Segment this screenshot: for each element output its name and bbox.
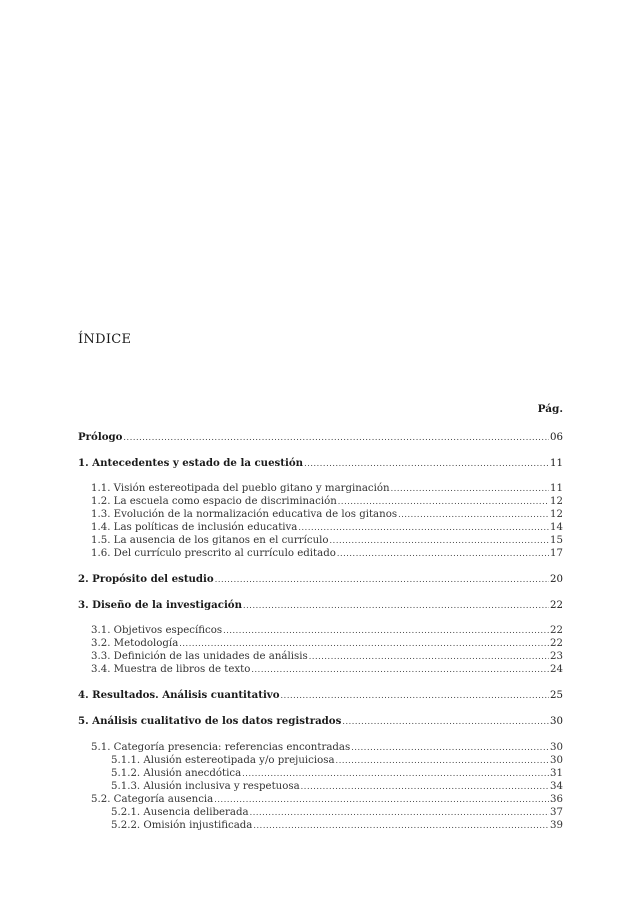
leader-dots — [330, 534, 550, 547]
toc-entry-page: 12 — [550, 509, 563, 520]
toc-entry-label: 4. Resultados. Análisis cuantitativo — [78, 689, 280, 701]
toc-entry-page: 30 — [550, 742, 563, 753]
leader-dots — [214, 793, 549, 806]
toc-entry-label: 1.3. Evolución de la normalización educativa de los gitanos — [91, 509, 398, 520]
page-column-label: Pág. — [537, 403, 563, 415]
toc-entry-1-3[interactable] — [91, 508, 563, 521]
toc-entry-5-2-2[interactable] — [111, 819, 563, 832]
toc-entry-label: 1.4. Las políticas de inclusión educativa — [91, 522, 298, 533]
toc-entry-label: 2. Propósito del estudio — [78, 573, 214, 585]
toc-entry-label: 3.2. Metodología — [91, 638, 179, 649]
leader-dots — [281, 689, 550, 702]
leader-dots — [336, 754, 549, 767]
toc-entry-section-1[interactable] — [78, 457, 563, 470]
toc-entry-page: 34 — [550, 781, 563, 792]
toc-entry-page: 20 — [550, 574, 563, 585]
toc-entry-5-1-1[interactable] — [111, 754, 563, 767]
leader-dots — [223, 624, 549, 637]
toc-entry-label: 5.1.3. Alusión inclusiva y respetuosa — [111, 781, 300, 792]
toc-entry-label: 5.1.2. Alusión anecdótica — [111, 768, 242, 779]
toc-entry-page: 24 — [550, 664, 563, 675]
leader-dots — [304, 457, 549, 470]
toc-entry-1-2[interactable] — [91, 495, 563, 508]
toc-entry-prologo[interactable] — [78, 431, 563, 444]
leader-dots — [391, 482, 549, 495]
toc-entry-label: Prólogo — [78, 431, 123, 443]
toc-entry-section-3[interactable] — [78, 599, 563, 612]
toc-entry-section-5[interactable] — [78, 715, 563, 728]
toc-entry-label: 5.2.1. Ausencia deliberada — [111, 807, 249, 818]
toc-entry-1-4[interactable] — [91, 521, 563, 534]
toc-entry-label: 5.1. Categoría presencia: referencias encontradas — [91, 742, 351, 753]
toc-entry-1-5[interactable] — [91, 534, 563, 547]
toc-entry-page: 36 — [550, 794, 563, 805]
toc-entry-page: 30 — [550, 716, 563, 727]
toc-entry-page: 14 — [550, 522, 563, 533]
toc-entry-page: 12 — [550, 496, 563, 507]
toc-entry-3-2[interactable] — [91, 637, 563, 650]
toc-entry-3-4[interactable] — [91, 663, 563, 676]
toc-entry-1-1[interactable] — [91, 482, 563, 495]
toc-entry-page: 31 — [550, 768, 563, 779]
toc-entry-label: 3.4. Muestra de libros de texto — [91, 664, 251, 675]
toc-entry-section-2[interactable] — [78, 573, 563, 586]
leader-dots — [243, 599, 549, 612]
toc-entry-label: 1.1. Visión estereotipada del pueblo gitano y marginación — [91, 483, 390, 494]
toc-entry-5-1-2[interactable] — [111, 767, 563, 780]
leader-dots — [250, 806, 549, 819]
toc-entry-label: 1.5. La ausencia de los gitanos en el currículo — [91, 535, 329, 546]
toc-entry-page: 25 — [550, 690, 563, 701]
toc-entry-1-6[interactable] — [91, 547, 563, 560]
leader-dots — [337, 547, 549, 560]
toc-entry-page: 06 — [550, 432, 563, 443]
leader-dots — [215, 573, 549, 586]
leader-dots — [123, 431, 549, 444]
leader-dots — [253, 819, 549, 832]
toc-entry-label: 1.2. La escuela como espacio de discriminación — [91, 496, 337, 507]
toc-entry-5-1-3[interactable] — [111, 780, 563, 793]
toc-entry-page: 17 — [550, 548, 563, 559]
toc-entry-label: 3. Diseño de la investigación — [78, 599, 243, 611]
toc-entry-page: 22 — [550, 625, 563, 636]
leader-dots — [338, 495, 549, 508]
toc-entry-label: 5.2.2. Omisión injustificada — [111, 820, 253, 831]
toc-entry-page: 22 — [550, 638, 563, 649]
leader-dots — [342, 715, 549, 728]
toc-entry-section-4[interactable] — [78, 689, 563, 702]
toc-entry-3-1[interactable] — [91, 624, 563, 637]
toc-entry-label: 3.1. Objetivos específicos — [91, 625, 223, 636]
toc-entry-page: 11 — [550, 458, 563, 469]
toc-entry-page: 15 — [550, 535, 563, 546]
toc-entry-5-2-1[interactable] — [111, 806, 563, 819]
toc-entry-5-1[interactable] — [91, 741, 563, 754]
toc-entry-3-3[interactable] — [91, 650, 563, 663]
toc-entry-label: 5.2. Categoría ausencia — [91, 794, 214, 805]
leader-dots — [301, 780, 549, 793]
toc-entry-label: 1. Antecedentes y estado de la cuestión — [78, 457, 304, 469]
toc-entry-page: 39 — [550, 820, 563, 831]
leader-dots — [398, 508, 549, 521]
leader-dots — [351, 741, 549, 754]
toc-entry-label: 5. Análisis cualitativo de los datos registrados — [78, 715, 342, 727]
toc-entry-5-2[interactable] — [91, 793, 563, 806]
toc-entry-page: 37 — [550, 807, 563, 818]
leader-dots — [179, 637, 549, 650]
leader-dots — [251, 663, 549, 676]
toc-entry-page: 23 — [550, 651, 563, 662]
toc-entry-page: 11 — [550, 483, 563, 494]
leader-dots — [309, 650, 549, 663]
index-title: ÍNDICE — [78, 332, 132, 347]
toc-entry-label: 1.6. Del currículo prescrito al currículo editado — [91, 548, 336, 559]
toc-entry-label: 3.3. Definición de las unidades de análisis — [91, 651, 308, 662]
toc-entry-label: 5.1.1. Alusión estereotipada y/o prejuiciosa — [111, 755, 335, 766]
leader-dots — [298, 521, 549, 534]
toc-entry-page: 22 — [550, 600, 563, 611]
leader-dots — [242, 767, 549, 780]
toc-entry-page: 30 — [550, 755, 563, 766]
